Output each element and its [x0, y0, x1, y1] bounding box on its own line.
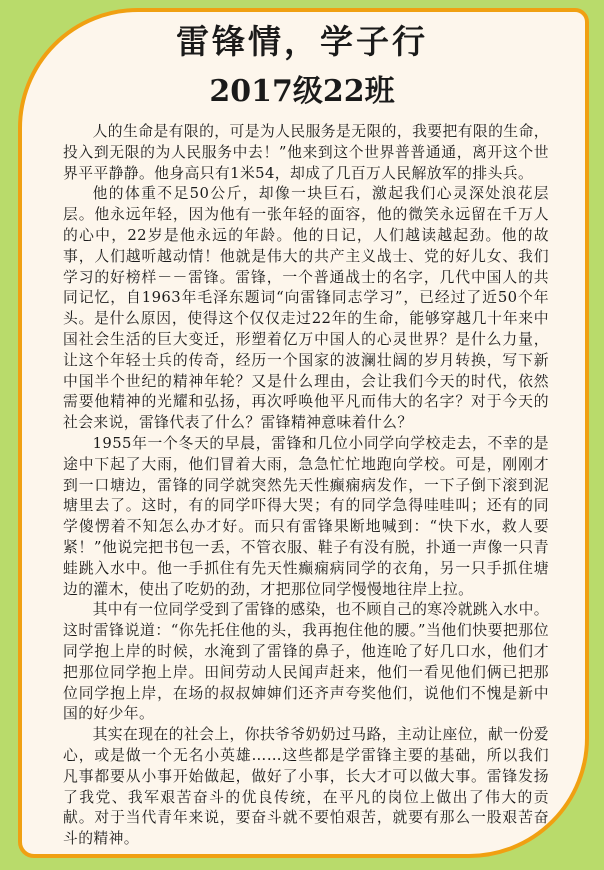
paragraph-1: 人的生命是有限的，可是为人民服务是无限的，我要把有限的生命，投入到无限的为人民服务中去！”他来到这个世界普普通通，离开这个世界平平静静。他身高只有1米54，却成了几百万人民解放军的排头兵。: [63, 123, 549, 182]
paragraph-5: 其实在现在的社会上，你扶爷爷奶奶过马路，主动让座位，献一份爱心，或是做一个无名小英雄……这些都是学雷锋主要的基础，所以我们凡事都要从小事开始做起，做好了小事，长大才可以做大事。雷锋发扬了我党、我军艰苦奋斗的优良传统，在平凡的岗位上做出了伟大的贡献。对于当代青年来说，要奋斗就不要怕艰苦，就要有那么一股艰苦奋斗的精神。: [63, 726, 549, 848]
article-body: [63, 122, 549, 850]
class-subtitle: 2017级22班: [209, 74, 395, 109]
page-title: 雷锋情，学子行: [176, 22, 428, 61]
paragraph-4: 其中有一位同学受到了雷锋的感染，也不顾自己的寒冷就跳入水中。这时雷锋说道：“你先托住他的头，我再抱住他的腰。”当他们快要把那位同学抱上岸的时候，水淹到了雷锋的鼻子，他连呛了好几口水，他们才把那位同学抱上岸。田间劳动人民闻声赶来，他们一看见他们俩已把那位同学抱上岸，在场的叔叔婶婶们还齐声夸奖他们，说他们不愧是新中国的好少年。: [63, 601, 549, 723]
paragraph-2: 他的体重不足50公斤，却像一块巨石，激起我们心灵深处浪花层层。他永远年轻，因为他有一张年轻的面容，他的微笑永远留在千万人的心中，22岁是他永远的年龄。他的日记，人们越读越起劲。他的故事，人们越听越动情！他就是伟大的共产主义战士、党的好儿女、我们学习的好榜样－－雷锋。雷锋，一个普通战士的名字，几代中国人的共同记忆，自1963年毛泽东题词“向雷锋同志学习”，已经过了近50个年头。是什么原因，使得这个仅仅走过22年的生命，能够穿越几十年来中国社会生活的巨大变迁，形塑着亿万中国人的心灵世界？是什么力量，让这个年轻士兵的传奇，经历一个国家的波澜壮阔的岁月转换，写下新中国半个世纪的精神年轮？又是什么理由，会让我们今天的时代，依然需要他精神的光耀和弘扬，再次呼唤他平凡而伟大的名字？对于今天的社会来说，雷锋代表了什么？雷锋精神意味着什么？: [63, 185, 549, 432]
paragraph-3: 1955年一个冬天的早晨，雷锋和几位小同学向学校走去，不幸的是途中下起了大雨，他们冒着大雨，急急忙忙地跑向学校。可是，刚刚才到一口塘边，雷锋的同学就突然先天性癫痫病发作，一下子倒下滚到泥塘里去了。这时，有的同学吓得大哭；有的同学急得哇哇叫；还有的同学傻愣着不知怎么办才好。而只有雷锋果断地喊到：“快下水，救人要紧！”他说完把书包一丢，不管衣服、鞋子有没有脱，扑通一声像一只青蛙跳入水中。他一手抓住有先天性癫痫病同学的衣角，另一只手抓住塘边的灌木，使出了吃奶的劲，才把那位同学慢慢地往岸上拉。: [63, 434, 549, 598]
